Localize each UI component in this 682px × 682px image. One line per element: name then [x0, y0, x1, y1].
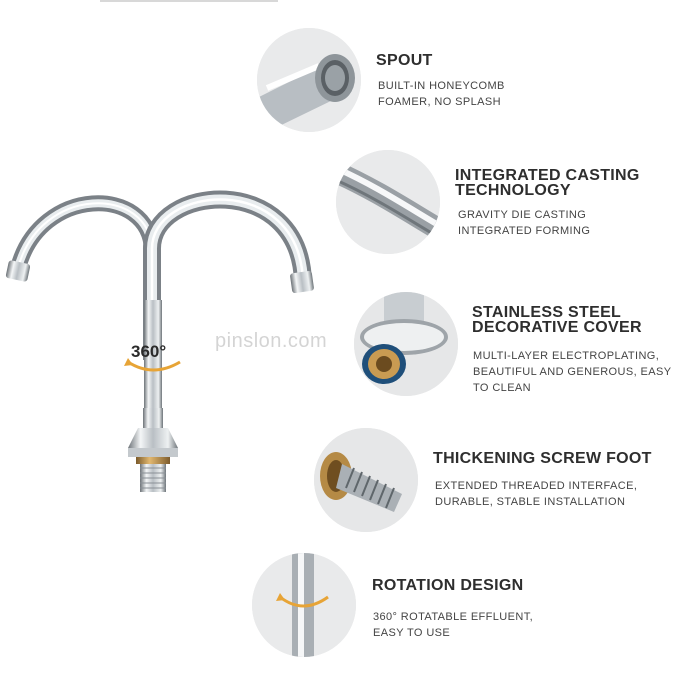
feature-desc-spout: BUILT-IN HONEYCOMB FOAMER, NO SPLASH: [378, 80, 505, 108]
feature-desc-rotation: 360° ROTATABLE EFFLUENT, EASY TO USE: [373, 611, 534, 639]
decorative-cover-icon: [354, 292, 458, 396]
casting-pipe-icon: [336, 150, 440, 254]
feature-desc-casting: GRAVITY DIE CASTING INTEGRATED FORMING: [458, 209, 591, 237]
rotation-angle-label: 360°: [131, 342, 167, 361]
feature-title-rotation: ROTATION DESIGN: [372, 577, 524, 594]
watermark-text: pinslon.com: [215, 330, 328, 352]
feature-title-casting: INTEGRATED CASTING TECHNOLOGY: [455, 167, 640, 199]
feature-title-spout: SPOUT: [376, 52, 433, 69]
spout-aerator-icon: [257, 28, 361, 132]
feature-title-screw: THICKENING SCREW FOOT: [433, 450, 652, 467]
screw-foot-icon: [314, 428, 418, 532]
rotation-icon: [252, 553, 356, 657]
feature-desc-cover: MULTI-LAYER ELECTROPLATING, BEAUTIFUL AND GENEROUS, EASY TO CLEAN: [473, 350, 672, 394]
feature-title-cover: STAINLESS STEEL DECORATIVE COVER: [472, 304, 642, 336]
feature-desc-screw: EXTENDED THREADED INTERFACE, DURABLE, STABLE INSTALLATION: [435, 480, 638, 508]
